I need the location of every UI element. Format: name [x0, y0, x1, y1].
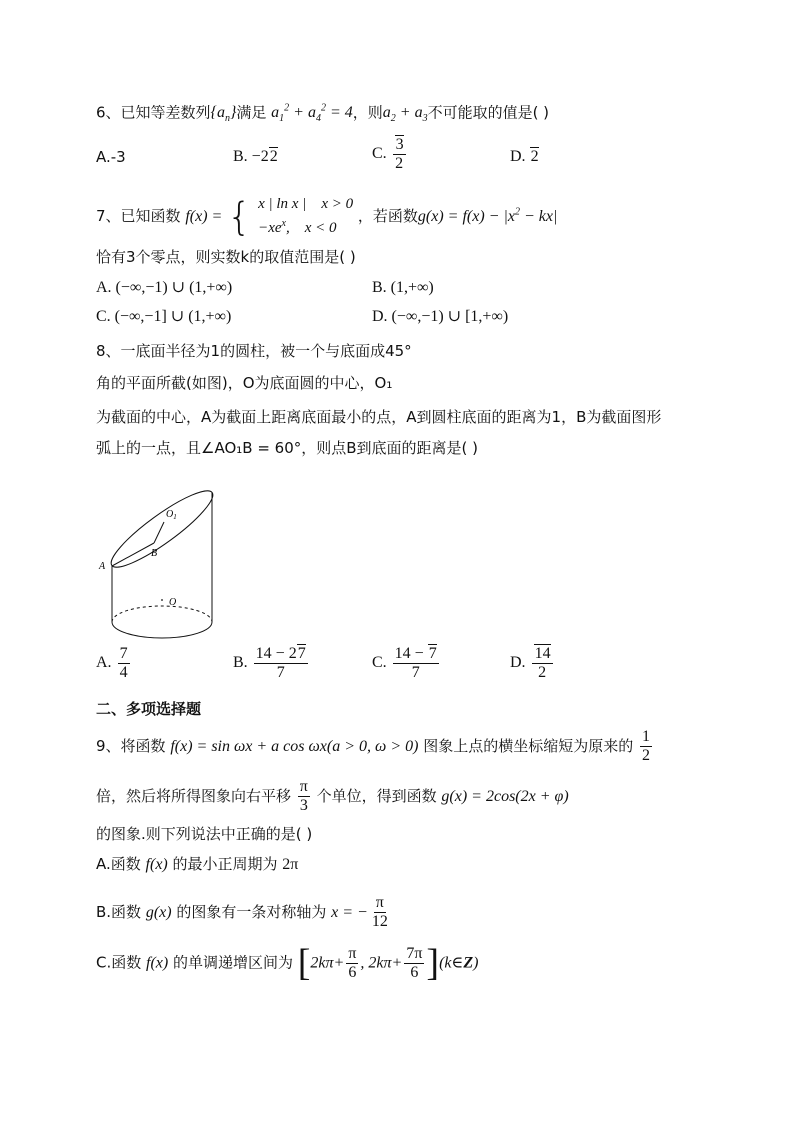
q7-piece2: $-xe^x$, — [258, 218, 290, 236]
q9-option-a[interactable]: A.函数 f(x) 的最小正周期为 2π — [96, 855, 299, 873]
q7-stem — [96, 195, 557, 238]
q8-line4: 弧上的一点，且∠AO₁B = 60°，则点B到底面的距离是( ) — [96, 439, 479, 457]
q7-cond1: x > 0 — [321, 196, 354, 212]
q7-fx: f(x) = — [185, 208, 223, 225]
q8-option-a[interactable]: A. $\frac{7}{4}$ — [96, 645, 128, 681]
q7-gx: $g(x) = f(x) - |x^2 - kx|$ — [417, 206, 558, 225]
q7-mid: ，若函数 — [357, 207, 418, 225]
cylinder-figure — [96, 470, 236, 650]
q7-option-b[interactable]: B. (1,+∞) — [372, 279, 434, 296]
q7-cond2: x < 0 — [304, 220, 337, 236]
q6-expression: $a_2 + a_3$ — [382, 104, 428, 125]
q6-end: 不可能取的值是( ) — [427, 103, 550, 122]
q9-line3: 的图象.则下列说法中正确的是( ) — [96, 825, 313, 843]
q7-line2: 恰有3个零点，则实数k的取值范围是( ) — [96, 248, 356, 266]
label-a: A — [99, 561, 106, 572]
q6-option-c[interactable]: C. $\frac{3}{2}$ — [372, 136, 404, 172]
q6-tail: ，则 — [352, 103, 383, 122]
q7-prefix: 7、已知函数 — [96, 207, 181, 225]
q9-line1: 9、将函数 f(x) = sin ωx + a cos ωx(a > 0, ω > 0) 图象上点的横坐标缩短为原来的 $\frac{1}{2}$ — [96, 728, 650, 764]
q6-option-b[interactable]: B. −22 — [233, 148, 278, 165]
q6-option-d[interactable]: D. 2 — [510, 148, 539, 165]
q7-piecewise — [258, 195, 353, 238]
label-b: B — [151, 548, 158, 559]
q6-condition: $a_1^2 + a_4^2 = 4$ — [271, 103, 353, 125]
q7-piece1: x | ln x | — [258, 196, 307, 212]
q6-cond-lead: 满足 — [236, 103, 267, 122]
q9-option-b[interactable]: B.函数 g(x) 的图象有一条对称轴为 x = − $\frac{\pi}{12}$ — [96, 894, 388, 930]
q8-option-b[interactable]: B. $\frac{14 - 27}{7}$ — [233, 645, 306, 681]
q7-option-c[interactable]: C. (−∞,−1] ∪ (1,+∞) — [96, 308, 232, 325]
q8-line1: 8、一底面半径为1的圆柱，被一个与底面成45° — [96, 342, 412, 360]
q9-option-c[interactable]: C.函数 f(x) 的单调递增区间为 [2kπ+ $\frac{\pi}{6}$ , 2kπ+ $\frac{7\pi}{6}$ ](k∈Z) — [96, 942, 479, 984]
q7-brace: { — [227, 194, 252, 239]
q6-stem — [96, 98, 549, 131]
label-o: O — [169, 597, 177, 608]
q8-line2: 角的平面所截(如图)，O为底面圆的中心，O₁ — [96, 374, 393, 392]
q7-option-a[interactable]: A. (−∞,−1) ∪ (1,+∞) — [96, 279, 233, 296]
q6-option-a[interactable]: A.-3 — [96, 148, 126, 166]
label-o1: $O_1$ — [166, 509, 177, 521]
q7-option-d[interactable]: D. (−∞,−1) ∪ [1,+∞) — [372, 308, 509, 325]
q8-option-d[interactable]: D. $\frac{14}{2}$ — [510, 645, 551, 681]
q6-prefix: 6、已知等差数列 — [96, 103, 211, 122]
q9-line2: 倍，然后将所得图象向右平移 $\frac{\pi}{3}$ 个单位，得到函数 g(x) = 2cos(2x + φ) — [96, 778, 569, 814]
q8-line3: 为截面的中心，A为截面上距离底面最小的点，A到圆柱底面的距离为1，B为截面图形 — [96, 408, 662, 426]
q8-option-c[interactable]: C. $\frac{14 - 7}{7}$ — [372, 645, 437, 681]
q6-sequence: $\{a_n\}$ — [210, 104, 237, 125]
section2-title: 二、多项选择题 — [96, 700, 202, 718]
